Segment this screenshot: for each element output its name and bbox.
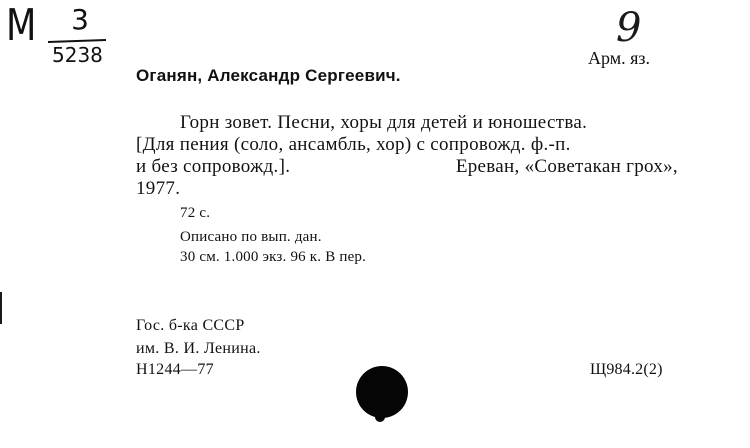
card-number: Н1244—77 (136, 361, 214, 378)
pagination: 72 с. (180, 205, 211, 221)
physical-description: 30 см. 1.000 экз. 96 к. В пер. (180, 249, 367, 265)
language-note: Арм. яз. (588, 48, 651, 68)
description-line-1: Горн зовет. Песни, хоры для детей и юношества. (180, 112, 588, 133)
shelfmark-letter: М (6, 0, 37, 51)
library-name-line-1: Гос. б-ка СССР (136, 317, 245, 334)
source-note: Описано по вып. дан. (180, 229, 322, 245)
description-line-3-right: Ереван, «Советакан грох», (455, 156, 678, 177)
library-name-line-2: им. В. И. Ленина. (136, 340, 261, 357)
title-description (136, 112, 678, 200)
author-heading: Оганян, Александр Сергеевич. (136, 66, 401, 85)
shelfmark-number: 3 (71, 3, 89, 36)
card-edge-mark (0, 292, 2, 324)
description-line-4: 1977. (136, 178, 181, 199)
shelfmark-accession: 5238 (52, 43, 103, 67)
description-line-2: [Для пения (соло, ансамбль, хор) с сопровожд. ф.-п. (136, 134, 571, 155)
handwritten-number: 9 (616, 5, 642, 51)
punch-hole-notch (375, 410, 385, 422)
description-line-3 (136, 156, 678, 178)
description-line-3-left: и без сопровожд.]. (136, 156, 291, 177)
classification-mark: Щ984.2(2) (590, 361, 663, 378)
